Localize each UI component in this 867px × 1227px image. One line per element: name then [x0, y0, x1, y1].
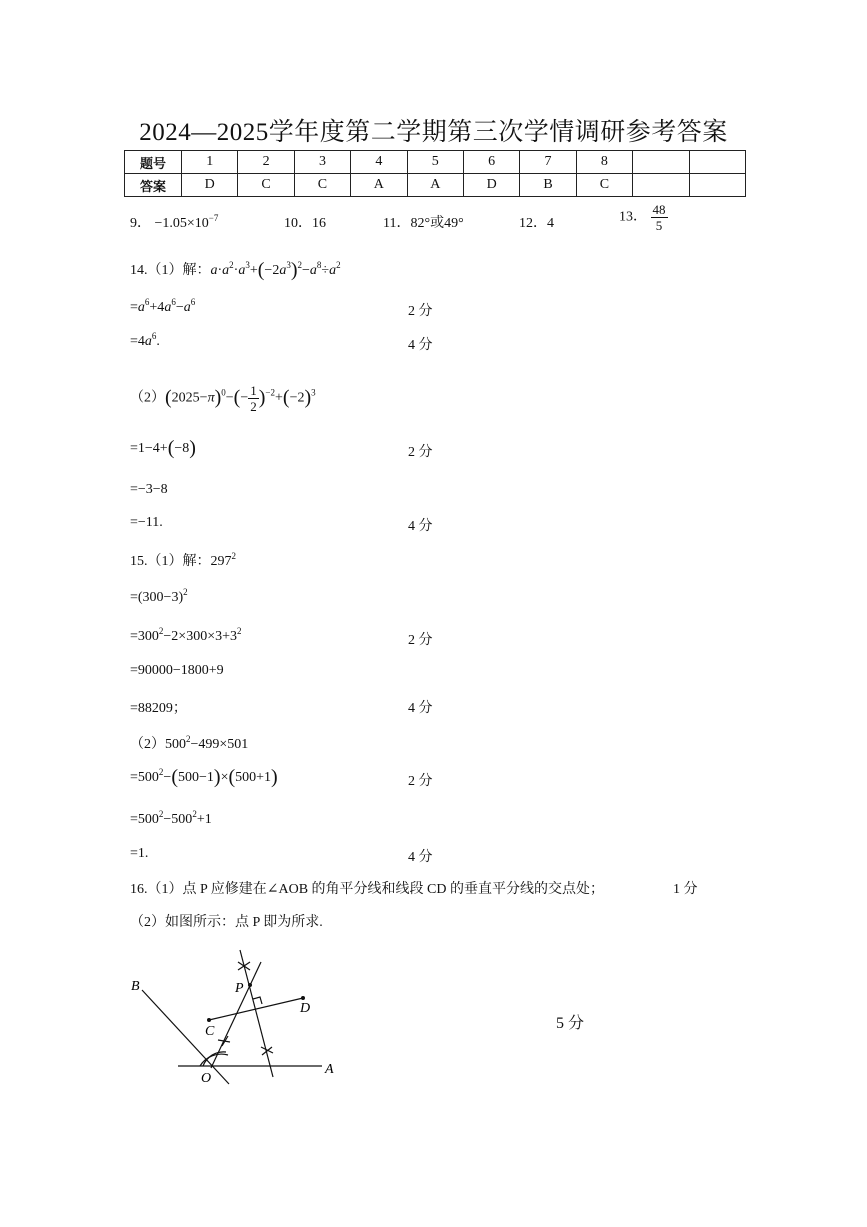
q15-part1-step2: $=300^2-2\times 300\times 3+3^2$ — [130, 626, 242, 644]
q15-part2-step3: =1. — [130, 846, 149, 861]
table-cell: C — [576, 174, 632, 197]
table-cell: 7 — [520, 151, 576, 174]
point-p — [248, 983, 252, 987]
q15-part2-head: $(2)500^2-499\times 501$ — [130, 734, 249, 752]
table-header-cell: 答案 — [125, 174, 182, 197]
table-cell: 4 — [351, 151, 407, 174]
point-c — [207, 1018, 211, 1022]
q15-part1-head: 15.（1）解：$297^2$ — [130, 551, 236, 569]
segment-cd — [209, 998, 303, 1020]
score: 4 分 — [408, 519, 433, 534]
q15-part1-step1: $=(300-3)^2$ — [130, 587, 188, 605]
table-cell: 6 — [463, 151, 519, 174]
table-cell: B — [520, 174, 576, 197]
label-a: A — [325, 1062, 334, 1077]
label-b: B — [131, 979, 140, 994]
q14-part2-step3: =−11. — [130, 515, 163, 530]
answer-13: 13． $\frac{48}{5}$ — [619, 202, 666, 233]
score: 2 分 — [408, 774, 433, 789]
point-d — [301, 996, 305, 1000]
label-d: D — [300, 1001, 311, 1016]
table-cell: C — [294, 174, 350, 197]
ray-ob — [142, 990, 229, 1084]
table-cell: D — [182, 174, 238, 197]
table-cell: 5 — [407, 151, 463, 174]
label-c: C — [205, 1024, 215, 1039]
score: 4 分 — [408, 338, 433, 353]
q15-part1-step4: =88209； — [130, 701, 187, 716]
table-cell: 2 — [238, 151, 294, 174]
table-cell: 3 — [294, 151, 350, 174]
q14-part2-step2: =−3−8 — [130, 482, 168, 497]
answer-9: 9． $-1.05\times 10^{-7}$ — [130, 213, 219, 231]
score: 2 分 — [408, 304, 433, 319]
answer-10: 10．16 — [284, 216, 326, 231]
table-cell: 8 — [576, 151, 632, 174]
score: 2 分 — [408, 445, 433, 460]
q16-part1: 16.（1）点 P 应修建在∠AOB 的角平分线和线段 CD 的垂直平分线的交点处； — [130, 882, 605, 897]
table-header-cell: 题号 — [125, 151, 182, 174]
table-cell: A — [407, 174, 463, 197]
answer-12: 12．4 — [519, 216, 554, 231]
q14-part1-step2: $=4a^6$. — [130, 331, 160, 349]
table-cell: 1 — [182, 151, 238, 174]
q14-part1-step1: $=a^6+4a^6-a^6$ — [130, 297, 196, 315]
q14-part2-head: $(2)(2025-\pi)^0-(-$ $\frac{1}{2}$ )$^{-2}+(-2)^3$ — [130, 383, 316, 414]
label-o: O — [201, 1071, 212, 1086]
score: 5 分 — [556, 1015, 585, 1032]
q14-part2-step1: =1−4+(−8) — [130, 437, 196, 459]
q15-part2-step2: $=500^2-500^2+1$ — [130, 809, 212, 827]
table-cell: C — [238, 174, 294, 197]
answer-11: 11．82°或49° — [383, 216, 464, 231]
score: 4 分 — [408, 701, 433, 716]
table-cell: A — [351, 174, 407, 197]
q15-part2-step1: $=500^2-(500-1)\times(500+1)$ — [130, 766, 278, 788]
perpendicular-bisector — [240, 950, 273, 1077]
score: 4 分 — [408, 850, 433, 865]
q15-part1-step3: =90000−1800+9 — [130, 663, 224, 678]
label-p: P — [235, 981, 244, 996]
score: 2 分 — [408, 633, 433, 648]
construction-mark — [218, 1036, 230, 1046]
table-cell: D — [463, 174, 519, 197]
page-title: 2024—2025学年度第二学期第三次学情调研参考答案 — [139, 119, 728, 146]
score: 1 分 — [673, 882, 698, 897]
q16-part2: （2）如图所示：点 P 即为所求. — [130, 915, 323, 930]
q14-part1-head: 14.（1）解：$a\cdot a^2\cdot a^3+(-2a^3)^2-a^8\div a^2$ — [130, 259, 341, 281]
